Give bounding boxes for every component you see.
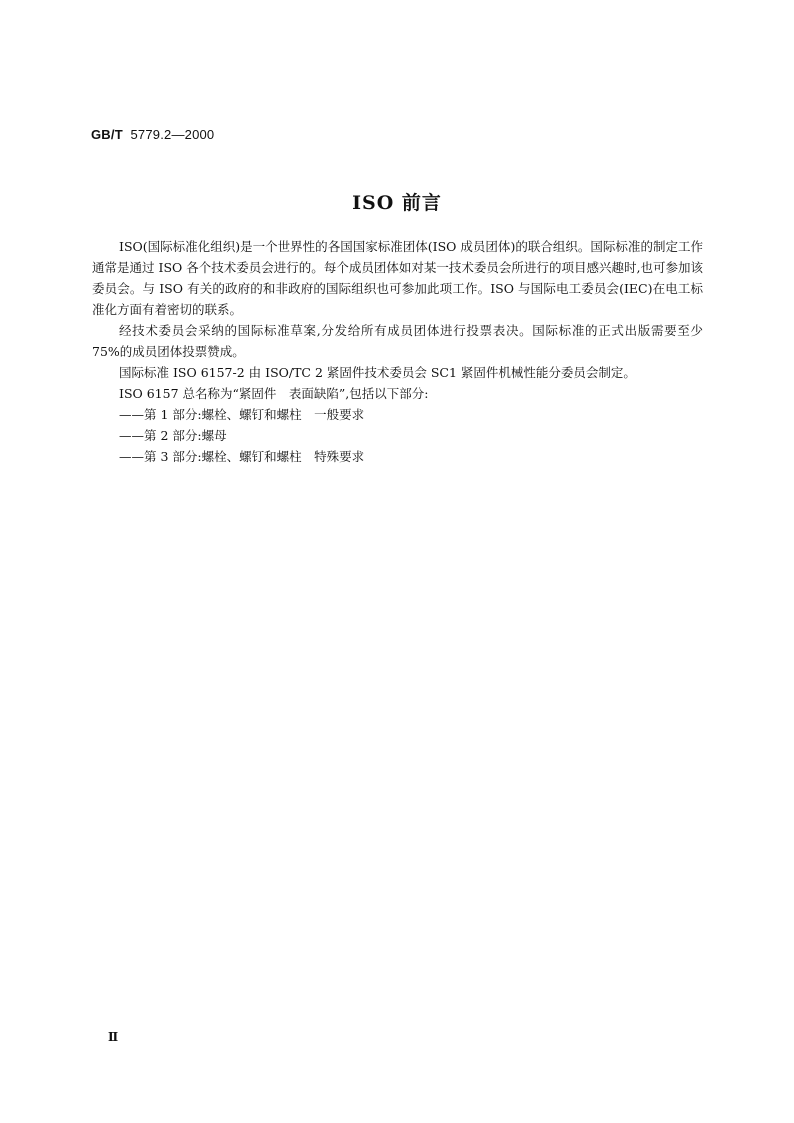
paragraph-general-title: ISO 6157 总名称为“紧固件 表面缺陷”,包括以下部分:: [119, 386, 429, 401]
list-item-part-3: ——第 3 部分:螺栓、螺钉和螺柱 特殊要求: [119, 449, 365, 464]
foreword-body: [92, 236, 703, 467]
page-title: ISO 前言: [352, 192, 442, 214]
paragraph-prepared-by: 国际标准 ISO 6157-2 由 ISO/TC 2 紧固件技术委员会 SC1 紧固件机械性能分委员会制定。: [119, 365, 636, 380]
standard-prefix: GB/T: [91, 127, 123, 142]
paragraph-iso-intro: ISO(国际标准化组织)是一个世界性的各国国家标准团体(ISO 成员团体)的联合组织。国际标准的制定工作通常是通过 ISO 各个技术委员会进行的。每个成员团体如对某一技术委员会所进行的项目感兴趣时,也可参加该委员会。与 ISO 有关的政府的和非政府的国际组织也可参加此项工作。ISO 与国际电工委员会(IEC)在电工标准化方面有着密切的联系。: [92, 239, 703, 317]
page-number: Ⅱ: [108, 1030, 119, 1044]
paragraph-voting: 经技术委员会采纳的国际标准草案,分发给所有成员团体进行投票表决。国际标准的正式出版需要至少 75%的成员团体投票赞成。: [92, 323, 703, 359]
list-item-part-1: ——第 1 部分:螺栓、螺钉和螺柱 一般要求: [119, 407, 365, 422]
standard-code: [91, 127, 214, 142]
standard-number: 5779.2—2000: [130, 127, 215, 142]
list-item-part-2: ——第 2 部分:螺母: [119, 428, 227, 443]
